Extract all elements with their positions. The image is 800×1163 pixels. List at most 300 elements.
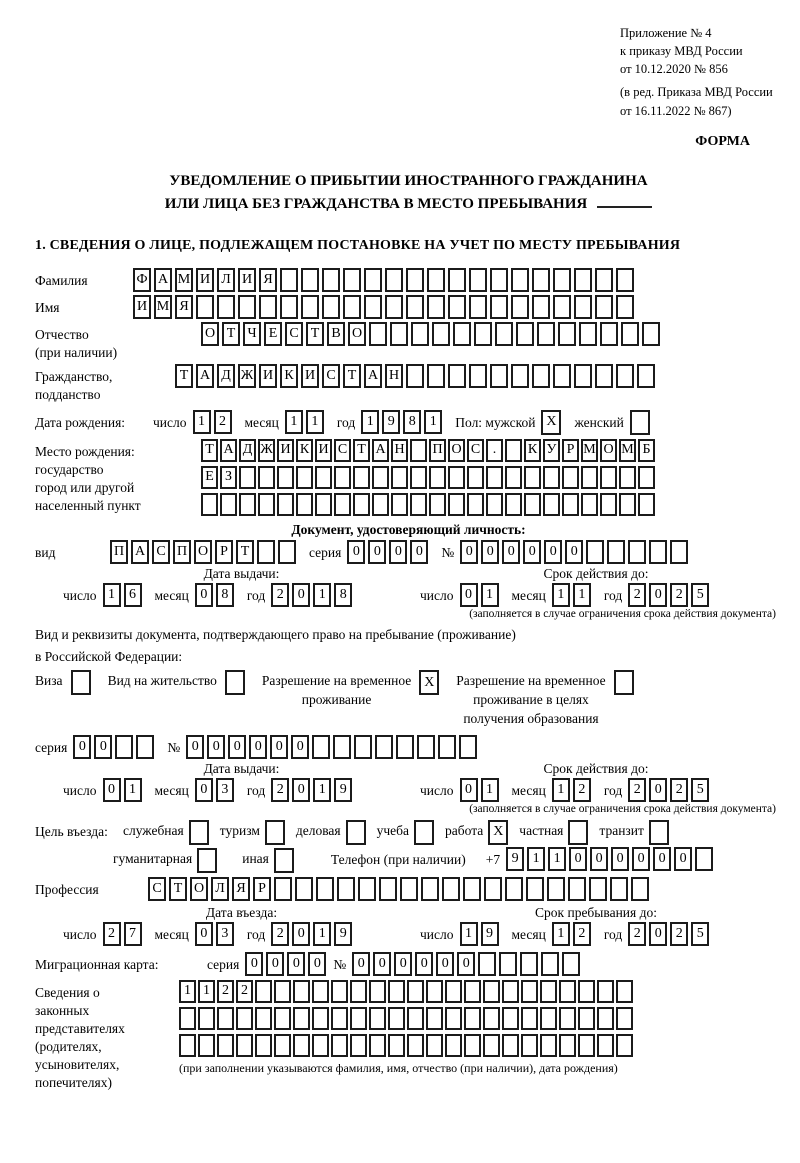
- char-cell[interactable]: [464, 1007, 481, 1030]
- char-cell[interactable]: 1: [481, 583, 499, 607]
- char-cell[interactable]: 1: [460, 922, 478, 946]
- char-cell[interactable]: М: [175, 268, 193, 292]
- char-cell[interactable]: [277, 466, 294, 489]
- char-cell[interactable]: 0: [457, 952, 475, 976]
- char-cell[interactable]: 0: [569, 847, 587, 871]
- char-cell[interactable]: 0: [649, 778, 667, 802]
- char-cell[interactable]: [400, 877, 418, 901]
- char-cell[interactable]: [426, 1007, 443, 1030]
- char-cell[interactable]: [484, 877, 502, 901]
- char-cell[interactable]: К: [524, 439, 541, 462]
- char-cell[interactable]: Я: [232, 877, 250, 901]
- char-cell[interactable]: 0: [195, 778, 213, 802]
- char-cell[interactable]: И: [238, 268, 256, 292]
- char-cell[interactable]: [239, 493, 256, 516]
- char-cell[interactable]: 0: [373, 952, 391, 976]
- char-cell[interactable]: [225, 670, 245, 695]
- char-cell[interactable]: [502, 980, 519, 1003]
- char-cell[interactable]: [638, 493, 655, 516]
- char-cell[interactable]: О: [190, 877, 208, 901]
- char-cell[interactable]: [278, 540, 296, 564]
- char-cell[interactable]: С: [152, 540, 170, 564]
- char-cell[interactable]: 7: [124, 922, 142, 946]
- char-cell[interactable]: [217, 1007, 234, 1030]
- char-cell[interactable]: [486, 493, 503, 516]
- char-cell[interactable]: 0: [544, 540, 562, 564]
- char-cell[interactable]: [179, 1007, 196, 1030]
- char-cell[interactable]: [316, 877, 334, 901]
- char-cell[interactable]: [312, 1007, 329, 1030]
- char-cell[interactable]: [429, 466, 446, 489]
- char-cell[interactable]: О: [448, 439, 465, 462]
- char-cell[interactable]: [322, 295, 340, 319]
- char-cell[interactable]: 2: [670, 778, 688, 802]
- char-cell[interactable]: 9: [382, 410, 400, 434]
- char-cell[interactable]: [280, 295, 298, 319]
- char-cell[interactable]: [136, 735, 154, 759]
- char-cell[interactable]: 0: [352, 952, 370, 976]
- char-cell[interactable]: [505, 493, 522, 516]
- char-cell[interactable]: 1: [552, 922, 570, 946]
- char-cell[interactable]: 0: [460, 583, 478, 607]
- char-cell[interactable]: М: [619, 439, 636, 462]
- char-cell[interactable]: [353, 466, 370, 489]
- char-cell[interactable]: [265, 820, 285, 845]
- char-cell[interactable]: [354, 735, 372, 759]
- char-cell[interactable]: О: [600, 439, 617, 462]
- char-cell[interactable]: [619, 493, 636, 516]
- char-cell[interactable]: П: [173, 540, 191, 564]
- char-cell[interactable]: [334, 493, 351, 516]
- char-cell[interactable]: [427, 295, 445, 319]
- char-cell[interactable]: 0: [292, 778, 310, 802]
- char-cell[interactable]: 1: [306, 410, 324, 434]
- char-cell[interactable]: [559, 1034, 576, 1057]
- char-cell[interactable]: А: [364, 364, 382, 388]
- char-cell[interactable]: [407, 1007, 424, 1030]
- char-cell[interactable]: 6: [124, 583, 142, 607]
- char-cell[interactable]: 2: [628, 583, 646, 607]
- char-cell[interactable]: [559, 980, 576, 1003]
- char-cell[interactable]: И: [301, 364, 319, 388]
- char-cell[interactable]: П: [110, 540, 128, 564]
- char-cell[interactable]: О: [201, 322, 219, 346]
- char-cell[interactable]: [350, 980, 367, 1003]
- char-cell[interactable]: 1: [103, 583, 121, 607]
- char-cell[interactable]: [607, 540, 625, 564]
- char-cell[interactable]: [331, 1034, 348, 1057]
- char-cell[interactable]: 1: [527, 847, 545, 871]
- char-cell[interactable]: [429, 493, 446, 516]
- char-cell[interactable]: И: [277, 439, 294, 462]
- char-cell[interactable]: 0: [502, 540, 520, 564]
- char-cell[interactable]: [490, 364, 508, 388]
- char-cell[interactable]: [411, 322, 429, 346]
- char-cell[interactable]: 0: [195, 583, 213, 607]
- char-cell[interactable]: [445, 1007, 462, 1030]
- char-cell[interactable]: [469, 295, 487, 319]
- char-cell[interactable]: [369, 1007, 386, 1030]
- char-cell[interactable]: 0: [653, 847, 671, 871]
- char-cell[interactable]: [541, 952, 559, 976]
- char-cell[interactable]: [574, 295, 592, 319]
- char-cell[interactable]: [695, 847, 713, 871]
- char-cell[interactable]: 1: [198, 980, 215, 1003]
- char-cell[interactable]: 2: [573, 778, 591, 802]
- char-cell[interactable]: 0: [611, 847, 629, 871]
- char-cell[interactable]: [505, 877, 523, 901]
- char-cell[interactable]: [385, 295, 403, 319]
- char-cell[interactable]: Д: [217, 364, 235, 388]
- char-cell[interactable]: 2: [670, 922, 688, 946]
- char-cell[interactable]: [589, 877, 607, 901]
- char-cell[interactable]: [438, 735, 456, 759]
- char-cell[interactable]: 0: [292, 583, 310, 607]
- char-cell[interactable]: [597, 1034, 614, 1057]
- char-cell[interactable]: [406, 268, 424, 292]
- char-cell[interactable]: 2: [573, 922, 591, 946]
- char-cell[interactable]: [505, 439, 522, 462]
- char-cell[interactable]: [333, 735, 351, 759]
- char-cell[interactable]: [568, 877, 586, 901]
- char-cell[interactable]: [427, 268, 445, 292]
- char-cell[interactable]: [464, 1034, 481, 1057]
- char-cell[interactable]: [236, 1007, 253, 1030]
- char-cell[interactable]: [388, 1034, 405, 1057]
- char-cell[interactable]: [315, 493, 332, 516]
- char-cell[interactable]: [71, 670, 91, 695]
- char-cell[interactable]: [595, 364, 613, 388]
- char-cell[interactable]: 0: [347, 540, 365, 564]
- char-cell[interactable]: [578, 980, 595, 1003]
- char-cell[interactable]: [274, 1034, 291, 1057]
- char-cell[interactable]: .: [486, 439, 503, 462]
- char-cell[interactable]: [239, 466, 256, 489]
- char-cell[interactable]: [520, 952, 538, 976]
- char-cell[interactable]: Т: [236, 540, 254, 564]
- char-cell[interactable]: [448, 493, 465, 516]
- char-cell[interactable]: 2: [271, 922, 289, 946]
- char-cell[interactable]: Е: [201, 466, 218, 489]
- char-cell[interactable]: [600, 322, 618, 346]
- char-cell[interactable]: [259, 295, 277, 319]
- char-cell[interactable]: [372, 493, 389, 516]
- char-cell[interactable]: [255, 980, 272, 1003]
- char-cell[interactable]: [469, 268, 487, 292]
- char-cell[interactable]: [621, 322, 639, 346]
- char-cell[interactable]: 1: [124, 778, 142, 802]
- char-cell[interactable]: 0: [632, 847, 650, 871]
- char-cell[interactable]: [421, 877, 439, 901]
- char-cell[interactable]: [499, 952, 517, 976]
- char-cell[interactable]: 0: [270, 735, 288, 759]
- char-cell[interactable]: [649, 820, 669, 845]
- char-cell[interactable]: Р: [215, 540, 233, 564]
- char-cell[interactable]: [597, 980, 614, 1003]
- char-cell[interactable]: Б: [638, 439, 655, 462]
- char-cell[interactable]: X: [488, 820, 508, 845]
- char-cell[interactable]: Ч: [243, 322, 261, 346]
- char-cell[interactable]: 2: [628, 778, 646, 802]
- char-cell[interactable]: И: [315, 439, 332, 462]
- char-cell[interactable]: [543, 466, 560, 489]
- char-cell[interactable]: Л: [211, 877, 229, 901]
- char-cell[interactable]: 2: [271, 778, 289, 802]
- char-cell[interactable]: [595, 268, 613, 292]
- char-cell[interactable]: [453, 322, 471, 346]
- char-cell[interactable]: 0: [249, 735, 267, 759]
- char-cell[interactable]: 2: [217, 980, 234, 1003]
- char-cell[interactable]: 1: [313, 778, 331, 802]
- char-cell[interactable]: [511, 295, 529, 319]
- char-cell[interactable]: [385, 268, 403, 292]
- char-cell[interactable]: [312, 1034, 329, 1057]
- char-cell[interactable]: 0: [291, 735, 309, 759]
- char-cell[interactable]: 0: [186, 735, 204, 759]
- char-cell[interactable]: [258, 466, 275, 489]
- char-cell[interactable]: О: [194, 540, 212, 564]
- char-cell[interactable]: [343, 268, 361, 292]
- char-cell[interactable]: [562, 952, 580, 976]
- char-cell[interactable]: [201, 493, 218, 516]
- char-cell[interactable]: [483, 980, 500, 1003]
- char-cell[interactable]: Л: [217, 268, 235, 292]
- char-cell[interactable]: 1: [313, 583, 331, 607]
- char-cell[interactable]: [274, 980, 291, 1003]
- char-cell[interactable]: [597, 1007, 614, 1030]
- char-cell[interactable]: 1: [424, 410, 442, 434]
- char-cell[interactable]: 0: [410, 540, 428, 564]
- char-cell[interactable]: А: [131, 540, 149, 564]
- char-cell[interactable]: 0: [287, 952, 305, 976]
- char-cell[interactable]: А: [372, 439, 389, 462]
- char-cell[interactable]: Т: [306, 322, 324, 346]
- char-cell[interactable]: М: [154, 295, 172, 319]
- char-cell[interactable]: Р: [253, 877, 271, 901]
- char-cell[interactable]: Е: [264, 322, 282, 346]
- char-cell[interactable]: [364, 268, 382, 292]
- char-cell[interactable]: [553, 295, 571, 319]
- char-cell[interactable]: [581, 466, 598, 489]
- char-cell[interactable]: Ж: [238, 364, 256, 388]
- char-cell[interactable]: [478, 952, 496, 976]
- char-cell[interactable]: 1: [573, 583, 591, 607]
- char-cell[interactable]: [502, 1007, 519, 1030]
- char-cell[interactable]: [630, 410, 650, 435]
- char-cell[interactable]: 5: [691, 778, 709, 802]
- char-cell[interactable]: [586, 540, 604, 564]
- char-cell[interactable]: [331, 1007, 348, 1030]
- char-cell[interactable]: [346, 820, 366, 845]
- char-cell[interactable]: [558, 322, 576, 346]
- char-cell[interactable]: [407, 980, 424, 1003]
- char-cell[interactable]: Я: [259, 268, 277, 292]
- char-cell[interactable]: [388, 1007, 405, 1030]
- char-cell[interactable]: [315, 466, 332, 489]
- char-cell[interactable]: [391, 493, 408, 516]
- char-cell[interactable]: [198, 1034, 215, 1057]
- char-cell[interactable]: 2: [103, 922, 121, 946]
- char-cell[interactable]: 0: [73, 735, 91, 759]
- char-cell[interactable]: 0: [481, 540, 499, 564]
- char-cell[interactable]: [217, 295, 235, 319]
- char-cell[interactable]: [426, 980, 443, 1003]
- char-cell[interactable]: [432, 322, 450, 346]
- char-cell[interactable]: П: [429, 439, 446, 462]
- char-cell[interactable]: И: [196, 268, 214, 292]
- char-cell[interactable]: [670, 540, 688, 564]
- char-cell[interactable]: 5: [691, 922, 709, 946]
- char-cell[interactable]: [562, 466, 579, 489]
- char-cell[interactable]: [295, 877, 313, 901]
- char-cell[interactable]: 8: [216, 583, 234, 607]
- char-cell[interactable]: [516, 322, 534, 346]
- char-cell[interactable]: А: [196, 364, 214, 388]
- char-cell[interactable]: [312, 735, 330, 759]
- char-cell[interactable]: [369, 1034, 386, 1057]
- char-cell[interactable]: [375, 735, 393, 759]
- char-cell[interactable]: [293, 980, 310, 1003]
- char-cell[interactable]: [511, 268, 529, 292]
- char-cell[interactable]: [540, 1007, 557, 1030]
- char-cell[interactable]: [445, 980, 462, 1003]
- char-cell[interactable]: [334, 466, 351, 489]
- char-cell[interactable]: 0: [460, 778, 478, 802]
- char-cell[interactable]: 1: [361, 410, 379, 434]
- char-cell[interactable]: Т: [222, 322, 240, 346]
- char-cell[interactable]: [331, 980, 348, 1003]
- char-cell[interactable]: [353, 493, 370, 516]
- char-cell[interactable]: [255, 1007, 272, 1030]
- char-cell[interactable]: А: [154, 268, 172, 292]
- char-cell[interactable]: [616, 295, 634, 319]
- char-cell[interactable]: [448, 268, 466, 292]
- char-cell[interactable]: [532, 268, 550, 292]
- char-cell[interactable]: Я: [175, 295, 193, 319]
- char-cell[interactable]: [255, 1034, 272, 1057]
- char-cell[interactable]: 0: [308, 952, 326, 976]
- char-cell[interactable]: [495, 322, 513, 346]
- char-cell[interactable]: [364, 295, 382, 319]
- char-cell[interactable]: 1: [313, 922, 331, 946]
- char-cell[interactable]: [179, 1034, 196, 1057]
- char-cell[interactable]: [540, 1034, 557, 1057]
- char-cell[interactable]: [616, 1034, 633, 1057]
- char-cell[interactable]: [407, 1034, 424, 1057]
- char-cell[interactable]: 8: [403, 410, 421, 434]
- char-cell[interactable]: 9: [506, 847, 524, 871]
- char-cell[interactable]: 0: [674, 847, 692, 871]
- char-cell[interactable]: [578, 1034, 595, 1057]
- char-cell[interactable]: 0: [292, 922, 310, 946]
- char-cell[interactable]: [537, 322, 555, 346]
- char-cell[interactable]: [448, 364, 466, 388]
- char-cell[interactable]: [189, 820, 209, 845]
- char-cell[interactable]: [296, 493, 313, 516]
- char-cell[interactable]: 0: [389, 540, 407, 564]
- char-cell[interactable]: [628, 540, 646, 564]
- char-cell[interactable]: 8: [334, 583, 352, 607]
- char-cell[interactable]: 0: [94, 735, 112, 759]
- char-cell[interactable]: 2: [271, 583, 289, 607]
- char-cell[interactable]: [442, 877, 460, 901]
- char-cell[interactable]: [637, 364, 655, 388]
- char-cell[interactable]: [579, 322, 597, 346]
- char-cell[interactable]: [293, 1034, 310, 1057]
- char-cell[interactable]: [197, 848, 217, 873]
- char-cell[interactable]: [464, 980, 481, 1003]
- char-cell[interactable]: [257, 540, 275, 564]
- char-cell[interactable]: [616, 980, 633, 1003]
- char-cell[interactable]: [642, 322, 660, 346]
- char-cell[interactable]: [616, 364, 634, 388]
- char-cell[interactable]: [578, 1007, 595, 1030]
- char-cell[interactable]: [505, 466, 522, 489]
- char-cell[interactable]: [448, 295, 466, 319]
- char-cell[interactable]: [277, 493, 294, 516]
- char-cell[interactable]: [337, 877, 355, 901]
- char-cell[interactable]: [258, 493, 275, 516]
- char-cell[interactable]: [390, 322, 408, 346]
- char-cell[interactable]: [574, 268, 592, 292]
- char-cell[interactable]: [236, 1034, 253, 1057]
- char-cell[interactable]: О: [348, 322, 366, 346]
- char-cell[interactable]: [526, 877, 544, 901]
- char-cell[interactable]: [410, 439, 427, 462]
- char-cell[interactable]: 0: [266, 952, 284, 976]
- char-cell[interactable]: [406, 364, 424, 388]
- char-cell[interactable]: 0: [368, 540, 386, 564]
- char-cell[interactable]: [547, 877, 565, 901]
- char-cell[interactable]: З: [220, 466, 237, 489]
- char-cell[interactable]: 2: [628, 922, 646, 946]
- char-cell[interactable]: 0: [394, 952, 412, 976]
- char-cell[interactable]: [274, 1007, 291, 1030]
- char-cell[interactable]: [274, 848, 294, 873]
- char-cell[interactable]: Н: [385, 364, 403, 388]
- char-cell[interactable]: У: [543, 439, 560, 462]
- char-cell[interactable]: [467, 466, 484, 489]
- char-cell[interactable]: 0: [649, 922, 667, 946]
- char-cell[interactable]: Ж: [258, 439, 275, 462]
- char-cell[interactable]: М: [581, 439, 598, 462]
- char-cell[interactable]: [483, 1007, 500, 1030]
- char-cell[interactable]: [467, 493, 484, 516]
- char-cell[interactable]: [581, 493, 598, 516]
- char-cell[interactable]: 0: [436, 952, 454, 976]
- char-cell[interactable]: [410, 466, 427, 489]
- char-cell[interactable]: К: [280, 364, 298, 388]
- char-cell[interactable]: 9: [481, 922, 499, 946]
- char-cell[interactable]: 0: [245, 952, 263, 976]
- char-cell[interactable]: [521, 980, 538, 1003]
- char-cell[interactable]: Т: [201, 439, 218, 462]
- char-cell[interactable]: [463, 877, 481, 901]
- char-cell[interactable]: 9: [334, 922, 352, 946]
- char-cell[interactable]: 0: [523, 540, 541, 564]
- char-cell[interactable]: [369, 980, 386, 1003]
- char-cell[interactable]: [343, 295, 361, 319]
- char-cell[interactable]: 1: [179, 980, 196, 1003]
- char-cell[interactable]: 0: [590, 847, 608, 871]
- char-cell[interactable]: С: [148, 877, 166, 901]
- char-cell[interactable]: [616, 268, 634, 292]
- char-cell[interactable]: [616, 1007, 633, 1030]
- char-cell[interactable]: 0: [565, 540, 583, 564]
- char-cell[interactable]: 1: [193, 410, 211, 434]
- char-cell[interactable]: Ф: [133, 268, 151, 292]
- char-cell[interactable]: [532, 364, 550, 388]
